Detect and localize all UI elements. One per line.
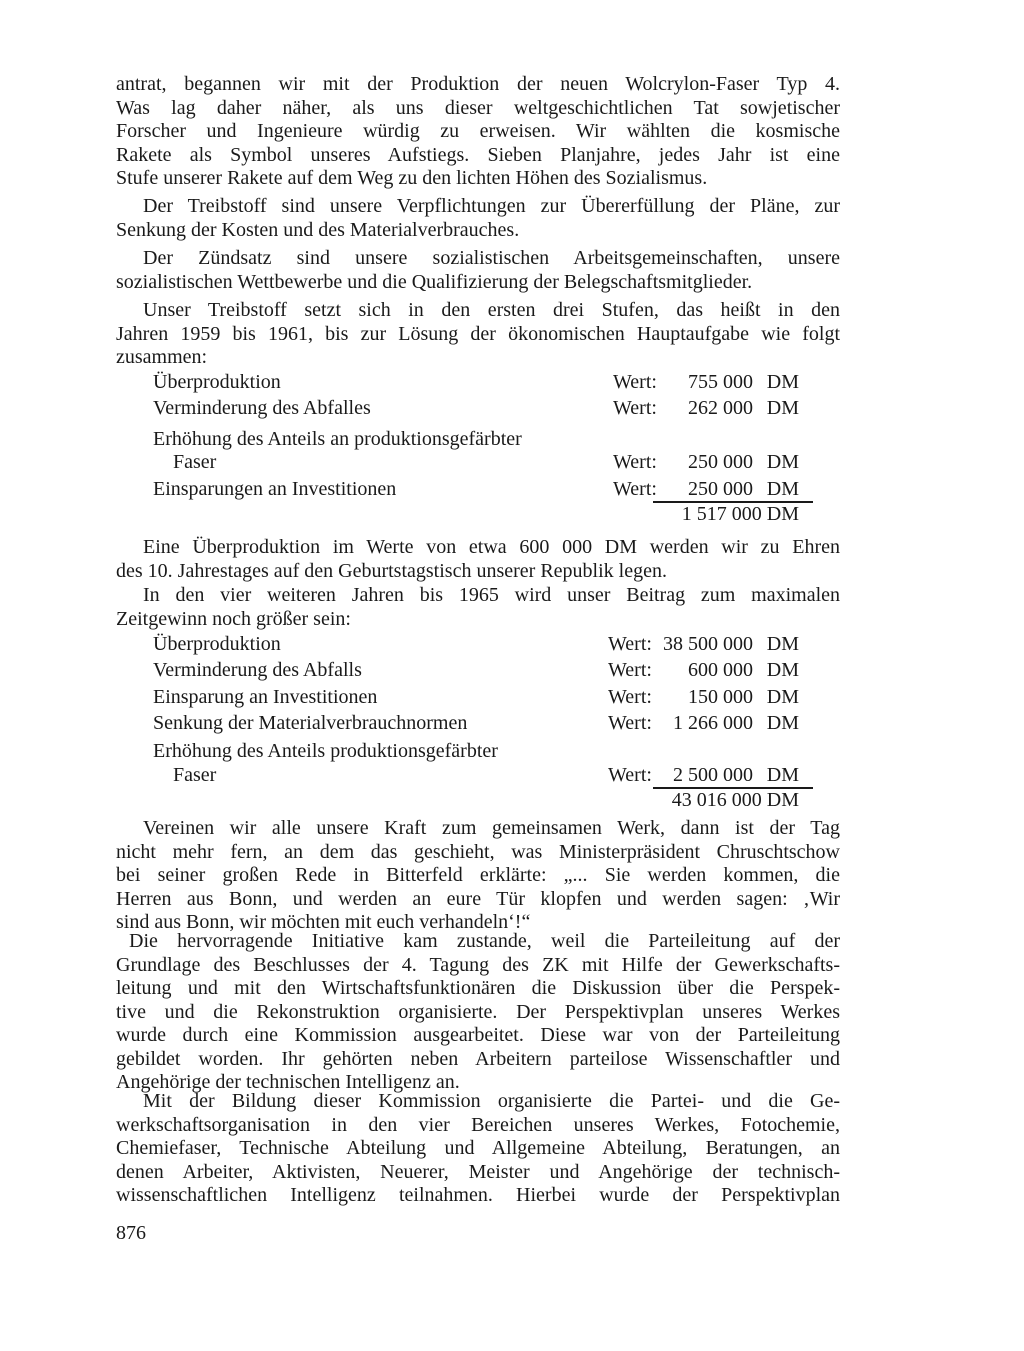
text-line: wurde durch eine Kommission ausgearbeitet. Diese war von der Parteileitung	[116, 1024, 840, 1046]
row-label: Verminderung des Abfalls	[153, 659, 362, 681]
text-line: Vereinen wir alle unsere Kraft zum gemeinsamen Werk, dann ist der Tag	[143, 817, 840, 839]
row-amount: 150 000	[688, 686, 753, 708]
row-amount: 250 000	[688, 478, 753, 500]
text-line: Senkung der Kosten und des Materialverbrauches.	[116, 218, 520, 241]
row-label: Erhöhung des Anteils produktionsgefärbter	[153, 740, 498, 762]
row-label-continued: Faser	[173, 764, 217, 786]
text-line: des 10. Jahrestages auf den Geburtstagstisch unserer Republik legen.	[116, 559, 667, 582]
table-row	[153, 712, 813, 736]
row-unit: DM	[766, 397, 799, 419]
text-line: Forscher und Ingenieure würdig zu erweisen. Wir wählten die kosmische	[116, 120, 840, 142]
text-line: Die hervorragende Initiative kam zustande, weil die Parteileitung auf der	[129, 930, 840, 952]
table-row	[153, 633, 813, 657]
paragraph	[116, 247, 840, 294]
table-total-row	[153, 503, 813, 527]
row-unit: DM	[766, 371, 799, 393]
row-amount: 250 000	[688, 451, 753, 473]
text-line: sind aus Bonn, wir möchten mit euch verhandeln‘!“	[116, 911, 531, 933]
paragraph	[116, 195, 840, 242]
row-wert: Wert:	[608, 686, 652, 708]
text-line: werkschaftsorganisation in den vier Bereichen unseres Werkes, Fotochemie,	[116, 1113, 840, 1136]
text-line: gebildet worden. Ihr gehörten neben Arbeitern parteilose Wissenschaftler und	[116, 1047, 840, 1070]
text-line: nicht mehr fern, an dem das geschieht, was Ministerpräsident Chruschtschow	[116, 840, 840, 863]
table-total: 1 517 000 DM	[681, 503, 799, 525]
row-unit: DM	[766, 659, 799, 681]
text-line: Jahren 1959 bis 1961, bis zur Lösung der ökonomischen Hauptaufgabe wie folgt	[116, 322, 840, 345]
text-line: Der Treibstoff sind unsere Verpflichtungen zur Übererfüllung der Pläne, zur	[143, 195, 840, 217]
row-wert: Wert:	[608, 659, 652, 681]
row-wert: Wert:	[608, 633, 652, 655]
paragraph	[116, 299, 840, 370]
row-label: Überproduktion	[153, 633, 281, 655]
text-line: wissenschaftlichen Intelligenz teilnahmen. Hierbei wurde der Perspektivplan	[116, 1184, 840, 1206]
text-line: Angehörige der technischen Intelligenz an.	[116, 1071, 460, 1093]
text-line: Was lag daher näher, als uns dieser weltgeschichtlichen Tat sowjetischer	[116, 96, 840, 119]
row-wert: Wert:	[613, 478, 657, 500]
paragraph	[116, 1090, 840, 1208]
page-number: 876	[116, 1222, 146, 1244]
table-total-row	[153, 789, 813, 813]
table-row	[153, 397, 813, 421]
row-unit: DM	[766, 764, 799, 786]
row-amount: 600 000	[688, 659, 753, 681]
paragraph	[116, 536, 840, 583]
text-line: bei seiner großen Rede in Bitterfeld erklärte: „... Sie werden kommen, die	[116, 864, 840, 886]
row-amount: 755 000	[688, 371, 753, 393]
table-row	[153, 428, 813, 452]
text-line: Eine Überproduktion im Werte von etwa 600 000 DM werden wir zu Ehren	[143, 536, 840, 558]
text-line: antrat, begannen wir mit der Produktion der neuen Wolcrylon-Faser Typ 4.	[116, 73, 840, 95]
text-line: Herren aus Bonn, und werden an eure Tür klopfen und werden sagen: ‚Wir	[116, 887, 840, 910]
text-line: Grundlage des Beschlusses der 4. Tagung des ZK mit Hilfe der Gewerkschafts-	[116, 953, 840, 976]
row-label: Einsparungen an Investitionen	[153, 478, 397, 500]
table-row	[153, 764, 813, 788]
row-unit: DM	[766, 478, 799, 500]
paragraph	[116, 930, 840, 1095]
table-row	[153, 478, 813, 502]
text-line: Stufe unserer Rakete auf dem Weg zu den lichten Höhen des Sozialismus.	[116, 167, 708, 189]
row-label: Überproduktion	[153, 371, 281, 393]
row-wert: Wert:	[613, 371, 657, 393]
row-unit: DM	[766, 712, 799, 734]
text-line: zusammen:	[116, 346, 208, 368]
text-line: Unser Treibstoff setzt sich in den ersten drei Stufen, das heißt in den	[143, 299, 840, 321]
text-line: sozialistischen Wettbewerbe und die Qualifizierung der Belegschaftsmitglieder.	[116, 270, 753, 293]
table-row	[153, 371, 813, 395]
row-label: Verminderung des Abfalles	[153, 397, 371, 419]
table-row	[153, 451, 813, 475]
table-row	[153, 686, 813, 710]
text-line: Zeitgewinn noch größer sein:	[116, 607, 351, 630]
row-wert: Wert:	[613, 451, 657, 473]
row-label-continued: Faser	[173, 451, 217, 473]
row-label: Einsparung an Investitionen	[153, 686, 378, 708]
row-wert: Wert:	[608, 712, 652, 734]
row-label: Erhöhung des Anteils an produktionsgefärbter	[153, 428, 522, 450]
text-line: denen Arbeiter, Aktivisten, Neuerer, Meister und Angehörige der technisch-	[116, 1160, 840, 1183]
row-amount: 1 266 000	[673, 712, 753, 734]
paragraph	[116, 73, 840, 191]
commitments-table-to-1965	[153, 633, 813, 813]
text-line: leitung und mit den Wirtschaftsfunktionären die Diskussion über die Perspek-	[116, 977, 840, 999]
text-line: Rakete als Symbol unseres Aufstiegs. Sieben Planjahre, jedes Jahr ist eine	[116, 143, 840, 166]
text-line: Chemiefaser, Technische Abteilung und Allgemeine Abteilung, Beratungen, an	[116, 1137, 840, 1159]
row-unit: DM	[766, 633, 799, 655]
row-label: Senkung der Materialverbrauchnormen	[153, 712, 468, 734]
paragraph	[116, 817, 840, 935]
row-amount: 2 500 000	[673, 764, 753, 786]
text-line: In den vier weiteren Jahren bis 1965 wird unser Beitrag zum maximalen	[143, 584, 840, 606]
text-line: tive und die Rekonstruktion organisierte. Der Perspektivplan unseres Werkes	[116, 1000, 840, 1023]
row-amount: 262 000	[688, 397, 753, 419]
text-line: Mit der Bildung dieser Kommission organisierte die Partei- und die Ge-	[143, 1090, 840, 1112]
row-unit: DM	[766, 686, 799, 708]
commitments-table-1959-1961	[153, 371, 813, 531]
row-wert: Wert:	[613, 397, 657, 419]
row-wert: Wert:	[608, 764, 652, 786]
table-row	[153, 740, 813, 764]
paragraph	[116, 584, 840, 631]
table-row	[153, 659, 813, 683]
row-amount: 38 500 000	[663, 633, 753, 655]
table-total: 43 016 000 DM	[671, 789, 799, 811]
text-line: Der Zündsatz sind unsere sozialistischen Arbeitsgemeinschaften, unsere	[143, 247, 840, 269]
row-unit: DM	[766, 451, 799, 473]
